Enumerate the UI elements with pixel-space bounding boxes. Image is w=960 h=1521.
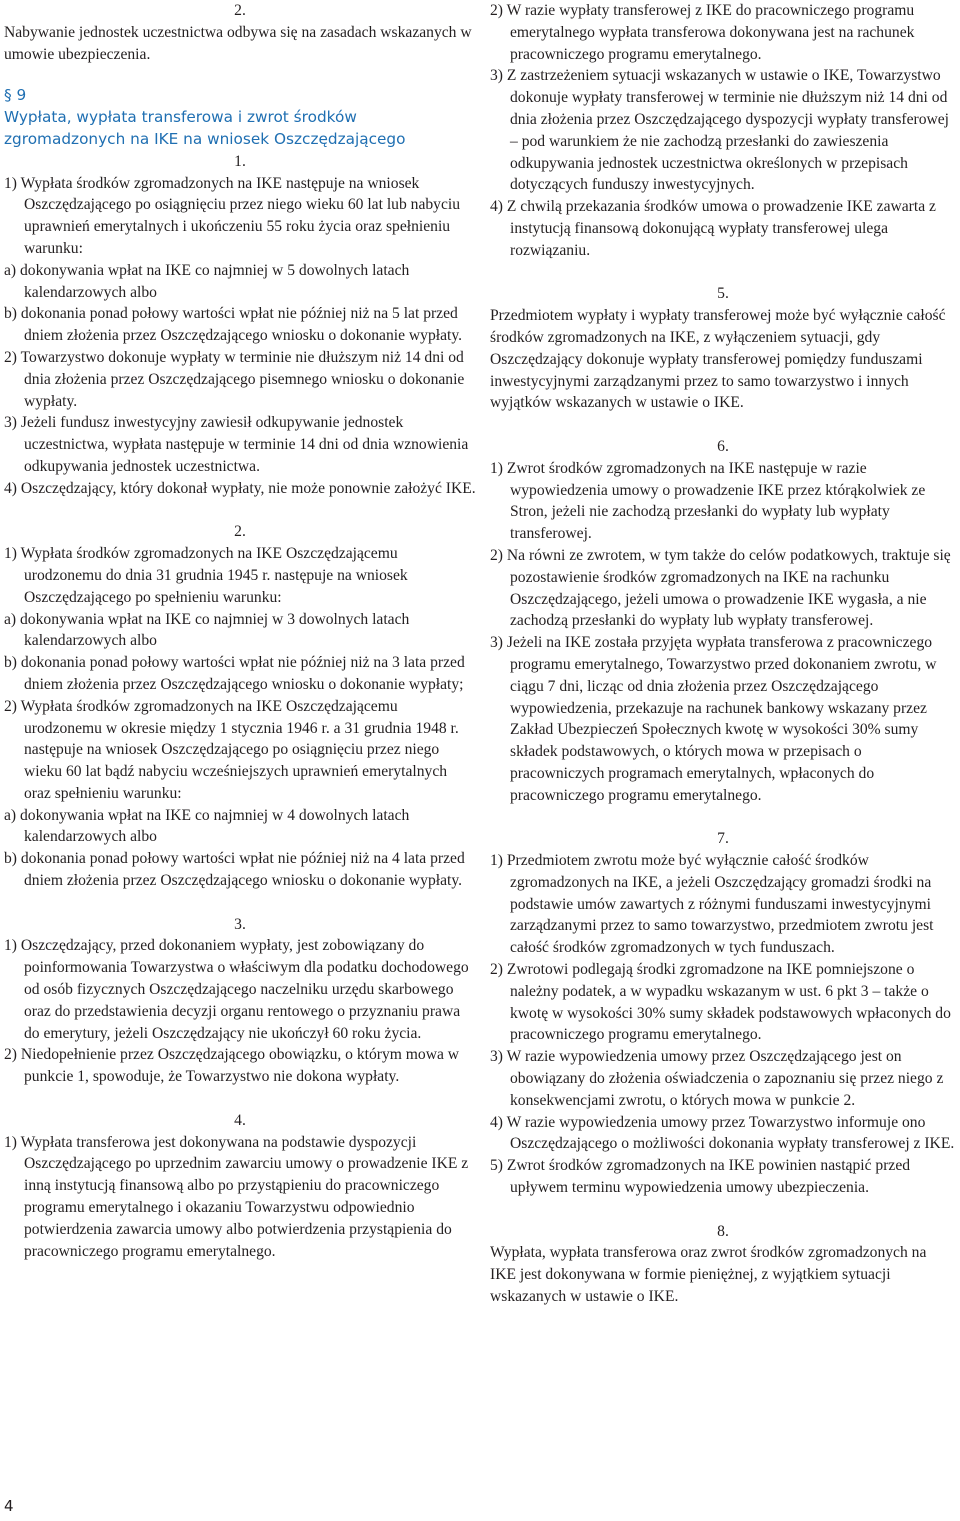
list-item: a) dokonywania wpłat na IKE co najmniej w 3 dowolnych latach kalendarzowych albo — [4, 610, 410, 650]
list-item: b) dokonania ponad połowy wartości wpłat nie później niż na 4 lata przed dniem złożenia przez Oszczędzającego wniosku o dokonanie wypłaty. — [4, 850, 465, 890]
paragraph-number: 8. — [717, 1222, 729, 1240]
list-item: 2) Zwrotowi podlegają środki zgromadzone na IKE pomniejszone o należny podatek, a w wypadku wskazanym w ust. 6 pkt 3 – także o kwotę w wysokości 30% sumy składek podstawowych wpłaconych do pracowniczego programu emerytalnego. — [490, 961, 951, 1044]
list-item: 2) Wypłata środków zgromadzonych na IKE Oszczędzającemu urodzonemu w okresie między 1 stycznia 1946 r. a 31 grudnia 1948 r. następuje na wniosek Oszczędzającego po osiągnięciu przez niego wieku 60 lat bądź nabyciu wcześniejszych uprawnień emerytalnych oraz spełnieniu warunku: — [4, 697, 459, 802]
paragraph-number: 6. — [717, 437, 729, 455]
list-item: 3) W razie wypowiedzenia umowy przez Oszczędzającego jest on obowiązany do złożenia oświadczenia o zapoznaniu się przez niego z konsekwencjami zwrotu, o których mowa w punkcie 2. — [490, 1048, 944, 1109]
list-item: 2) W razie wypłaty transferowej z IKE do pracowniczego programu emerytalnego wypłata transferowa dokonywana jest na rachunek pracowniczego programu emerytalnego. — [490, 2, 915, 63]
list-item: 1) Wypłata transferowa jest dokonywana na podstawie dyspozycji Oszczędzającego po uprzednim zawarciu umowy o prowadzenie IKE z inną instytucją finansową albo po przystąpieniu do pracowniczego programu emerytalnego i okazaniu Towarzystwu odpowiednio potwierdzenia zawarcia umowy albo potwierdzenia przystąpienia do pracowniczego programu emerytalnego. — [4, 1133, 469, 1260]
page-number: 4 — [4, 1497, 14, 1515]
paragraph-text: Przedmiotem wypłaty i wypłaty transferowej może być wyłącznie całość środków zgromadzonych na IKE, z wyłączeniem sytuacji, gdy Oszczędzający dokonuje wypłaty transferowej pomiędzy funduszami inwestycyjnymi zarządzanymi przez to samo towarzystwo i innych wyjątków wskazanych w ustawie o IKE. — [490, 307, 946, 412]
list-item: 4) Z chwilą przekazania środków umowa o prowadzenie IKE zawarta z instytucją finansową dokonującą wypłaty transferowej ulega rozwiązaniu. — [490, 198, 936, 259]
paragraph-number: 5. — [717, 285, 729, 303]
list-item: 3) Jeżeli fundusz inwestycyjny zawiesił odkupywanie jednostek uczestnictwa, wypłata następuje w terminie 14 dni od dnia wznowienia odkupywania jednostek uczestnictwa. — [4, 414, 469, 475]
paragraph-number: 7. — [717, 830, 729, 848]
list-item: 4) Oszczędzający, który dokonał wypłaty, nie może ponownie założyć IKE. — [4, 479, 476, 497]
list-item: 3) Jeżeli na IKE została przyjęta wypłata transferowa z pracowniczego programu emerytalnego, Towarzystwo przed dokonaniem zwrotu, w ciągu 7 dni, licząc od dnia złożenia przez Oszczędzającego wypowiedzenia, przekazuje na rachunek bankowy wskazany przez Zakład Ubezpieczeń Społecznych kwotę w wysokości 30% sumy składek podstawowych, o których mowa w przepisach o pracowniczych programach emerytalnych, wpłaconych do pracowniczego programu emerytalnego. — [490, 634, 937, 804]
list-item: a) dokonywania wpłat na IKE co najmniej w 5 dowolnych latach kalendarzowych albo — [4, 261, 410, 301]
paragraph-number: 4. — [234, 1111, 246, 1129]
paragraph-number: 1. — [234, 152, 246, 170]
list-item: a) dokonywania wpłat na IKE co najmniej w 4 dowolnych latach kalendarzowych albo — [4, 806, 410, 846]
list-item: 1) Wypłata środków zgromadzonych na IKE Oszczędzającemu urodzonemu do dnia 31 grudnia 1945 r. następuje na wniosek Oszczędzającego po spełnieniu warunku: — [4, 545, 408, 606]
section-title-number: § 9 — [4, 86, 27, 105]
list-item: 1) Wypłata środków zgromadzonych na IKE następuje na wniosek Oszczędzającego po osiągnięciu przez niego wieku 60 lat lub nabyciu uprawnień emerytalnych i ukończeniu 55 roku życia oraz spełnieniu warunku: — [4, 174, 461, 257]
paragraph-text: Wypłata, wypłata transferowa oraz zwrot środków zgromadzonych na IKE jest dokonywana w formie pieniężnej, z wyjątkiem sytuacji wskazanych w ustawie o IKE. — [490, 1244, 927, 1306]
list-item: b) dokonania ponad połowy wartości wpłat nie później niż na 5 lat przed dniem złożenia przez Oszczędzającego wniosku o dokonanie wypłaty. — [4, 305, 463, 345]
list-item: b) dokonania ponad połowy wartości wpłat nie później niż na 3 lata przed dniem złożenia przez Oszczędzającego wniosku o dokonanie wypłaty; — [4, 654, 465, 693]
list-item: 2) Niedopełnienie przez Oszczędzającego obowiązku, o którym mowa w punkcie 1, spowoduje, że Towarzystwo nie dokona wypłaty. — [4, 1046, 460, 1086]
section-title: Wypłata, wypłata transferowa i zwrot środków zgromadzonych na IKE na wniosek Oszczędzającego — [4, 108, 406, 148]
right-column — [490, 0, 956, 1308]
list-item: 5) Zwrot środków zgromadzonych na IKE powinien nastąpić przed upływem terminu wypowiedzenia umowy ubezpieczenia. — [490, 1157, 911, 1197]
list-item: 1) Zwrot środków zgromadzonych na IKE następuje w razie wypowiedzenia umowy o prowadzenie IKE przez którąkolwiek ze Stron, jeżeli nie zachodzą przesłanki do wypłaty lub wypłaty transferowej. — [490, 459, 926, 543]
paragraph-number: 3. — [234, 915, 246, 933]
list-item: 1) Oszczędzający, przed dokonaniem wypłaty, jest zobowiązany do poinformowania Towarzystwa o właściwym dla podatku dochodowego od osób fizycznych Oszczędzającego naczelniku urzędu skarbowego oraz do przedstawienia decyzji organu rentowego o przyznaniu prawa do emerytury, jeżeli Oszczędzający nie ukończył 60 roku życia. — [4, 937, 469, 1042]
list-item: 2) Na równi ze zwrotem, w tym także do celów podatkowych, traktuje się pozostawienie środków zgromadzonych na IKE na rachunku Oszczędzającego, jeżeli umowa o prowadzenie IKE wygasła, a nie zachodzą przesłanki do wypłaty lub wypłaty transferowej. — [490, 546, 951, 630]
list-item: 2) Towarzystwo dokonuje wypłaty w terminie nie dłuższym niż 14 dni od dnia złożenia przez Oszczędzającego pisemnego wniosku o dokonanie wypłaty. — [4, 348, 465, 410]
paragraph-number: 2. — [234, 2, 246, 19]
list-item: 4) W razie wypowiedzenia umowy przez Towarzystwo informuje ono Oszczędzającego o możliwości dokonania wypłaty transferowej z IKE. — [490, 1113, 955, 1153]
list-item: 3) Z zastrzeżeniem sytuacji wskazanych w ustawie o IKE, Towarzystwo dokonuje wypłaty transferowej w terminie nie dłuższym niż 14 dni od dnia złożenia przez Oszczędzającego dyspozycji wypłaty transferowej – pod warunkiem że nie zachodzą przesłanki do zawieszenia odkupywania jednostek uczestnictwa określonych w przepisach dotyczących funduszy inwestycyjnych. — [490, 67, 950, 194]
paragraph-number: 2. — [234, 523, 246, 541]
list-item: 1) Przedmiotem zwrotu może być wyłącznie całość środków zgromadzonych na IKE, a jeżeli Oszczędzający gromadzi środki na podstawie umów zawartych z różnymi funduszami inwestycyjnymi zarządzanymi przez to samo towarzystwo, przedmiotem zwrotu jest całość środków zgromadzonych w tych funduszach. — [490, 852, 934, 957]
intro-paragraph: Nabywanie jednostek uczestnictwa odbywa się na zasadach wskazanych w umowie ubezpieczenia. — [4, 23, 472, 63]
left-column — [4, 0, 476, 1262]
